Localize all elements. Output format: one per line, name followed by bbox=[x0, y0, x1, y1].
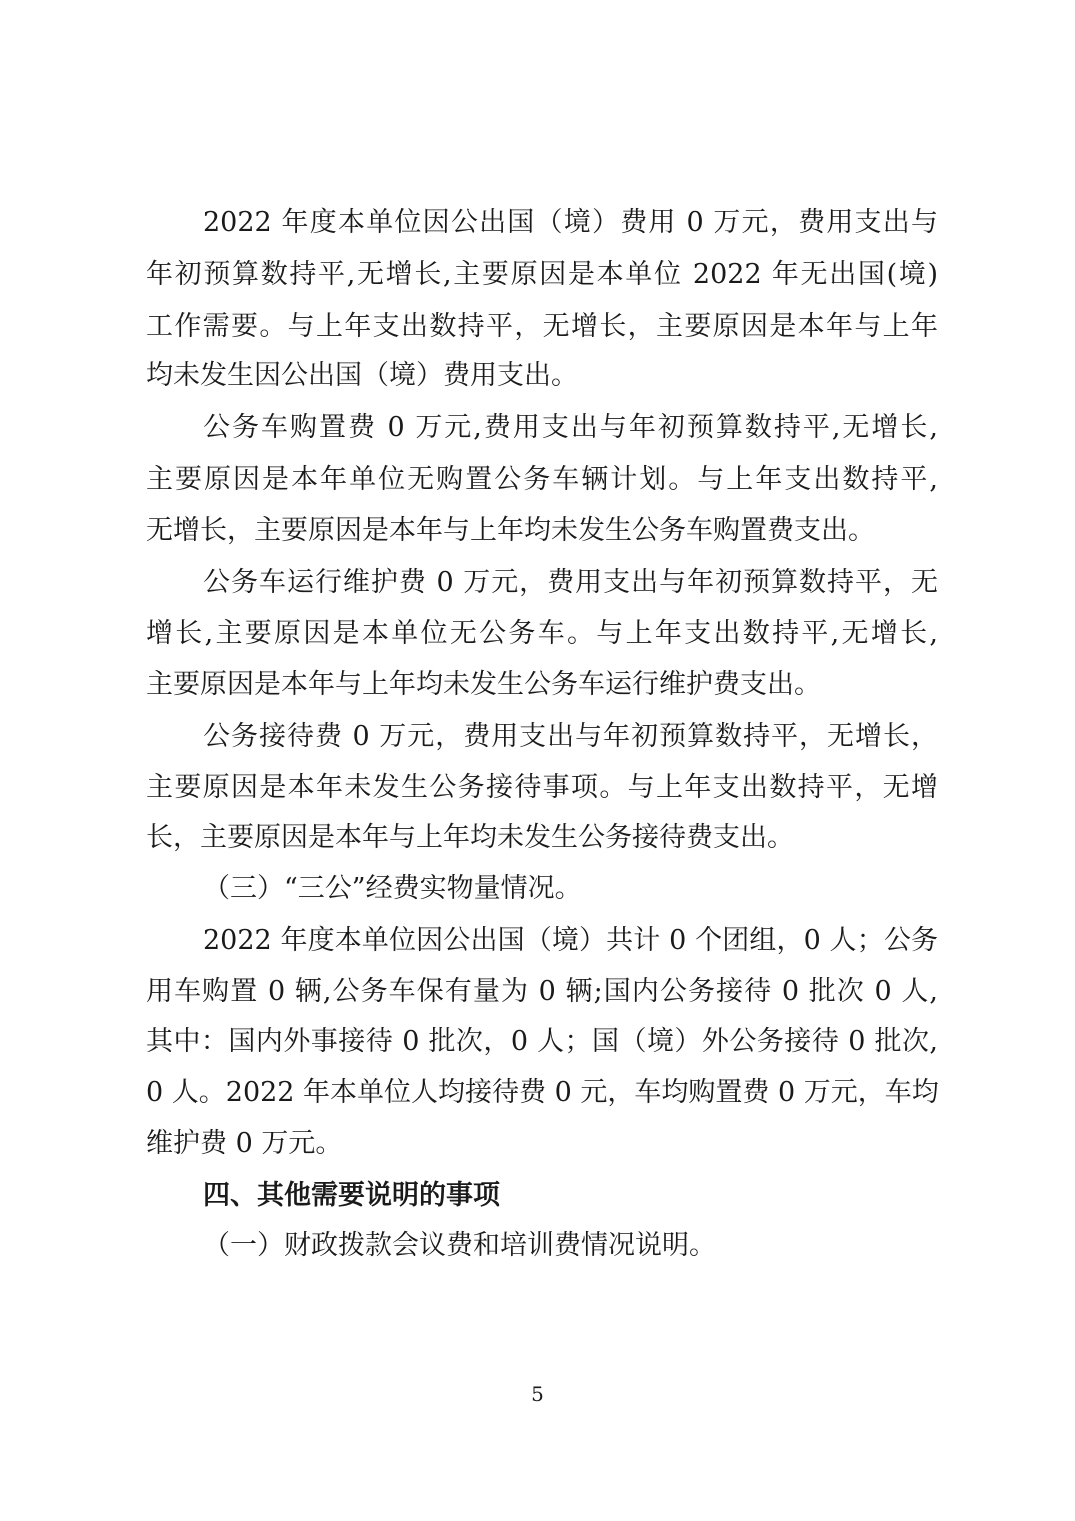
document-page: 2022 年度本单位因公出国（境）费用 0 万元，费用支出与 年初预算数持平,无增长,主要原因是本单位 2022 年无出国(境) 工作需要。与上年支出数持平，无增长，主要原因是本年与上年 均未发生因公出国（境）费用支出。 公务车购置费 0 万元,费用支出与年初预算数持平,无增长, 主要原因是本年单位无购置公务车辆计划。与上年支出数持平, 无增长，主要原因是本年与上年均未发生公务车购置费支出。 公务车运行维护费 0 万元，费用支出与年初预算数持平，无 增长,主要原因是本单位无公务车。与上年支出数持平,无增长, 主要原因是本年与上年均未发生公务车运行维护费支出。 公务接待费 0 万元，费用支出与年初预算数持平，无增长， 主要原因是本年未发生公务接待事项。与上年支出数持平，无增 长，主要原因是本年与上年均未发生公务接待费支出。 （三）“三公”经费实物量情况。 2022 年度本单位因公出国（境）共计 0 个团组，0 人；公务 用车购置 0 辆,公务车保有量为 0 辆;国内公务接待 0 批次 0 人, 其中：国内外事接待 0 批次，0 人；国（境）外公务接待 0 批次, 0 人。2022 年本单位人均接待费 0 元，车均购置费 0 万元，车均 维护费 0 万元。 四、其他需要说明的事项 （一）财政拨款会议费和培训费情况说明。 5 bbox=[0, 0, 1075, 1521]
page-number: 5 bbox=[531, 1382, 544, 1406]
